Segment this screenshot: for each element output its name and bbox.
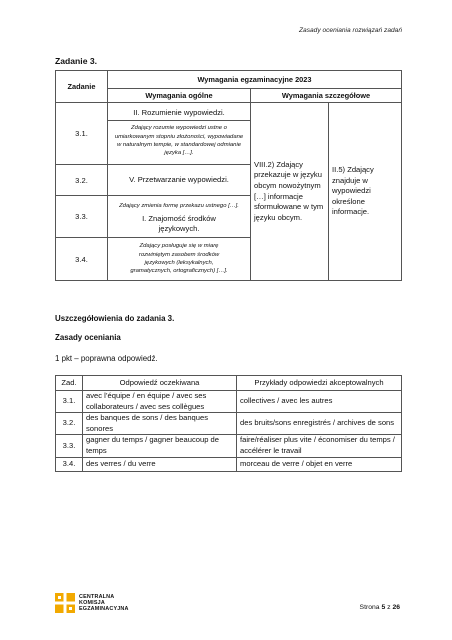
logo-line: KOMISJA: [79, 599, 105, 606]
task-number: 3.4.: [56, 457, 83, 471]
general-reception-title: II. Rozumienie wypowiedzi.: [133, 108, 225, 118]
col-examples-header: Przykłady odpowiedzi akceptowalnych: [237, 376, 402, 391]
task-number: 3.2.: [56, 165, 108, 196]
general-reception: [108, 103, 251, 165]
page-current: 5: [381, 604, 386, 611]
expected-answer: avec l’équipe / en équipe / avec ses collaborateurs / avec ses collègues: [83, 391, 237, 413]
cke-logo: [55, 593, 129, 613]
table-row: [56, 457, 402, 471]
general-reception-desc: Zdający rozumie wypowiedzi ustne o umiarkowanym stopniu złożoności, wypowiadane w naturalnym tempie, w standardowej odmianie języka […].: [108, 120, 250, 161]
general-processing-knowledge: [108, 196, 251, 238]
logo-line: EGZAMINACYJNA: [79, 606, 129, 613]
page-total: 26: [392, 604, 400, 611]
specific-requirement-2: II.5) Zdający znajduje w wypowiedzi określone informacje.: [329, 103, 402, 281]
accepted-answers: morceau de verre / objet en verre: [237, 457, 402, 471]
page-sep: z: [387, 604, 391, 611]
expected-answer: gagner du temps / gagner beaucoup de temps: [83, 435, 237, 457]
general-processing-title: V. Przetwarzanie wypowiedzi.: [108, 165, 251, 196]
logo-line: CENTRALNA: [79, 593, 115, 600]
task-number: 3.4.: [56, 238, 108, 281]
task-number: 3.3.: [56, 196, 108, 238]
col-general-header: Wymagania ogólne: [108, 89, 251, 103]
expected-answer: des banques de sons / des banques sonores: [83, 413, 237, 435]
task-number: 3.1.: [56, 103, 108, 165]
details-heading: Uszczegółowienia do zadania 3.: [55, 314, 175, 323]
page-prefix: Strona: [359, 604, 380, 611]
page-number: [360, 604, 400, 611]
col-task-header: Zad.: [56, 376, 83, 391]
task-number: 3.2.: [56, 413, 83, 435]
scoring-rule: 1 pkt – poprawna odpowiedź.: [55, 354, 158, 363]
general-knowledge-title: I. Znajomość środków językowych.: [142, 213, 216, 233]
running-header: Zasady oceniania rozwiązań zadań: [299, 27, 402, 34]
expected-answer: des verres / du verre: [83, 457, 237, 471]
col-specific-header: Wymagania szczegółowe: [251, 89, 402, 103]
answers-table: [55, 375, 402, 472]
col-expected-header: Odpowiedź oczekiwana: [83, 376, 237, 391]
col-task-header: Zadanie: [56, 71, 108, 103]
table-row: [56, 435, 402, 457]
specific-requirement-1: VIII.2) Zdający przekazuje w języku obcym nowożytnym […] informacje sformułowane w tym języku obcym.: [251, 103, 329, 281]
task-number: 3.3.: [56, 435, 83, 457]
task-number: 3.1.: [56, 391, 83, 413]
col-group-header: Wymagania egzaminacyjne 2023: [108, 71, 402, 89]
task-title: Zadanie 3.: [55, 56, 98, 66]
table-row: [56, 413, 402, 435]
table-row: [56, 391, 402, 413]
general-processing-desc: Zdający zmienia formę przekazu ustnego […].: [119, 203, 239, 210]
accepted-answers: faire/réaliser plus vite / économiser du temps / accélérer le travail: [237, 435, 402, 457]
cke-emblem-icon: [55, 593, 75, 613]
general-knowledge-desc: Zdający posługuje się w miarę rozwiniętym zasobem środków językowych (leksykalnych, gramatycznych, ortograficznych) […].: [108, 238, 251, 281]
accepted-answers: collectives / avec les autres: [237, 391, 402, 413]
requirements-table: [55, 70, 402, 281]
rules-heading: Zasady oceniania: [55, 333, 121, 342]
accepted-answers: des bruits/sons enregistrés / archives de sons: [237, 413, 402, 435]
